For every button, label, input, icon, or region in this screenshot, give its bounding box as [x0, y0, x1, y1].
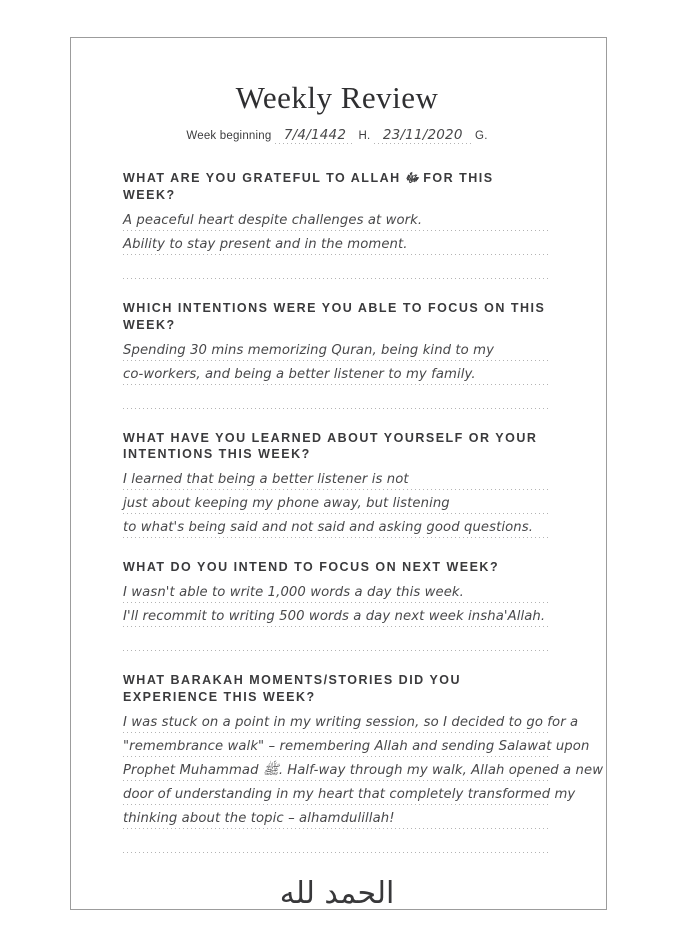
review-section: [123, 559, 551, 651]
answer-line[interactable]: [123, 733, 590, 757]
week-beginning-label: Week beginning: [186, 130, 272, 142]
hijri-date-field[interactable]: 7/4/1442: [275, 128, 355, 144]
answer-line[interactable]: [123, 231, 551, 255]
answer-line[interactable]: [123, 829, 551, 853]
week-beginning-row: [123, 128, 551, 144]
answer-text: I wasn't able to write 1,000 words a day this week.: [123, 585, 464, 601]
answer-line[interactable]: [123, 627, 551, 651]
answer-text: just about keeping my phone away, but listening: [123, 496, 450, 512]
answer-line[interactable]: [123, 337, 551, 361]
answer-text: door of understanding in my heart that completely transformed my: [123, 786, 576, 802]
answer-line[interactable]: [123, 709, 579, 733]
section-question: WHAT BARAKAH MOMENTS/STORIES DID YOU EXPERIENCE THIS WEEK?: [123, 673, 462, 704]
answer-text: Ability to stay present and in the moment.: [123, 236, 408, 252]
answer-text: to what's being said and not said and asking good questions.: [123, 520, 534, 536]
answer-line[interactable]: [123, 781, 576, 805]
review-sections: [123, 170, 604, 853]
answer-line[interactable]: [123, 385, 551, 409]
gregorian-suffix-label: G.: [475, 130, 488, 142]
answer-text: I learned that being a better listener is not: [123, 472, 409, 488]
answer-line[interactable]: [123, 603, 551, 627]
answer-line[interactable]: [123, 579, 551, 603]
answer-text: co-workers, and being a better listener to my family.: [123, 366, 476, 382]
alhamdulillah-calligraphy: الحمد لله: [279, 875, 395, 911]
answer-line[interactable]: [123, 255, 551, 279]
section-question: WHICH INTENTIONS WERE YOU ABLE TO FOCUS ON THIS WEEK?: [123, 300, 546, 332]
weekly-review-page: [70, 37, 607, 910]
answer-text: Spending 30 mins memorizing Quran, being kind to my: [123, 342, 494, 358]
answer-line[interactable]: [123, 490, 551, 514]
answer-line[interactable]: [123, 805, 551, 829]
answer-text: thinking about the topic – alhamdulillah!: [123, 810, 395, 826]
review-section: [123, 430, 551, 539]
page-title: Weekly Review: [235, 80, 439, 115]
review-section: [123, 672, 604, 853]
answer-line[interactable]: [123, 757, 604, 781]
review-section: [123, 300, 551, 409]
answer-line[interactable]: [123, 466, 551, 490]
gregorian-date-field[interactable]: 23/11/2020: [374, 128, 472, 144]
answer-text: "remembrance walk" – remembering Allah and sending Salawat upon: [123, 738, 590, 754]
answer-text: I was stuck on a point in my writing session, so I decided to go for a: [123, 714, 579, 730]
answer-line[interactable]: [123, 514, 551, 538]
section-question: WHAT HAVE YOU LEARNED ABOUT YOURSELF OR YOUR INTENTIONS THIS WEEK?: [123, 430, 538, 462]
answer-text: I'll recommit to writing 500 words a day next week insha'Allah.: [123, 609, 546, 625]
section-question: WHAT ARE YOU GRATEFUL TO ALLAH ﷻ FOR THIS WEEK?: [123, 171, 494, 202]
review-section: [123, 170, 551, 279]
answer-text: A peaceful heart despite challenges at work.: [123, 212, 423, 228]
answer-text: Prophet Muhammad ﷺ. Half-way through my walk, Allah opened a new: [123, 762, 604, 778]
answer-line[interactable]: [123, 361, 551, 385]
answer-line[interactable]: [123, 207, 551, 231]
hijri-suffix-label: H.: [358, 130, 371, 142]
section-question: WHAT DO YOU INTEND TO FOCUS ON NEXT WEEK?: [123, 560, 500, 575]
